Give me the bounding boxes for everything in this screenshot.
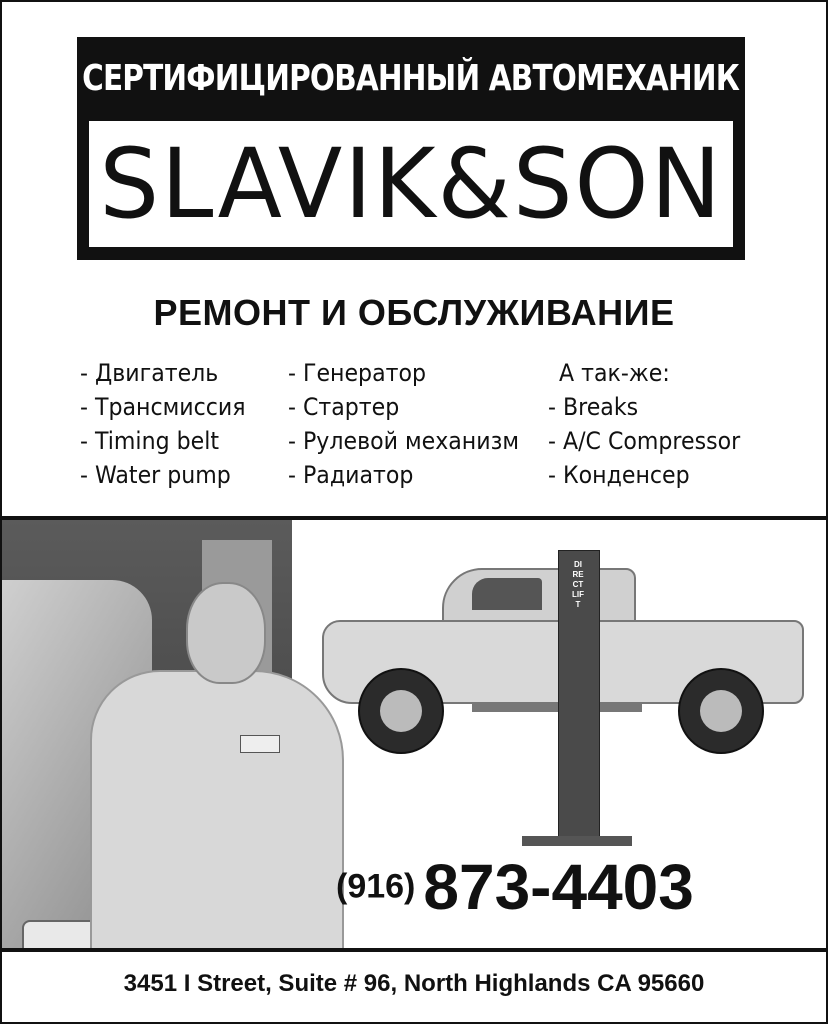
service-item: - Стартер (288, 393, 400, 421)
phone-number[interactable] (336, 850, 694, 924)
services-column-3 (548, 356, 757, 492)
service-item: - Рулевой механизм (288, 427, 519, 455)
brand-name: SLAVIK&SON (99, 128, 723, 240)
logo-brand-panel (89, 121, 733, 247)
mechanic-name-tag (240, 735, 280, 753)
service-item: - Генератор (288, 359, 426, 387)
logo-tagline: СЕРТИФИЦИРОВАННЫЙ АВТОМЕХАНИК (82, 57, 740, 99)
service-item: - Конденсер (548, 461, 690, 489)
services-column-2 (288, 356, 539, 492)
service-item: - Breaks (548, 393, 639, 421)
lift-brand-label: DIRECT LIFT (572, 560, 584, 609)
services-heading: РЕМОНТ И ОБСЛУЖИВАНИЕ (153, 292, 675, 333)
services-column-1 (80, 356, 260, 492)
divider-bottom (0, 948, 828, 952)
truck-window (472, 578, 542, 610)
service-item: - Трансмиссия (80, 393, 246, 421)
truck-front-wheel (358, 668, 444, 754)
service-item: - Двигатель (80, 359, 219, 387)
truck-rear-wheel (678, 668, 764, 754)
phone-area-code: (916) (336, 867, 416, 906)
service-item: - Timing belt (80, 427, 219, 455)
extra-services-title: А так-же: (559, 359, 670, 387)
mechanic-head (186, 582, 266, 684)
service-item: - Радиатор (288, 461, 414, 489)
logo-block (77, 37, 745, 260)
phone-digits: 873-4403 (423, 851, 694, 923)
street-address: 3451 I Street, Suite # 96, North Highlands CA 95660 (123, 970, 705, 997)
logo-tagline-bar (77, 37, 745, 119)
lift-base (522, 836, 632, 846)
service-item: - Water pump (80, 461, 231, 489)
mechanic-body (90, 670, 344, 948)
service-item: - A/C Compressor (548, 427, 741, 455)
